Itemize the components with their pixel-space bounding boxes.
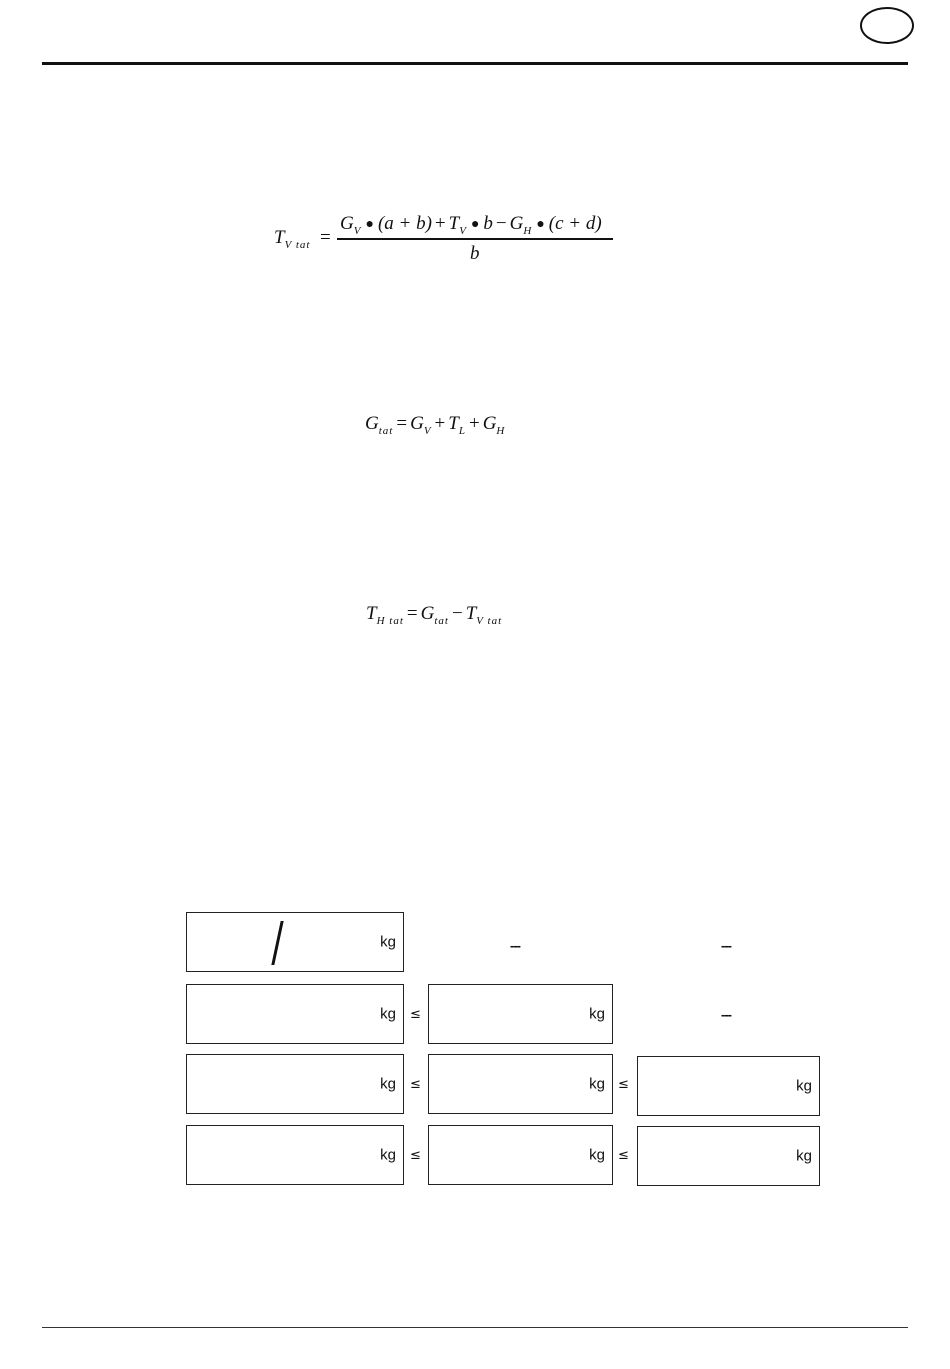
- leq-sign: ≤: [618, 1148, 629, 1163]
- dash-r2-c3: ---: [721, 1007, 731, 1022]
- formula-lhs: $T_{V tat}$: [274, 227, 311, 251]
- value-box-r2-c1: [186, 984, 404, 1044]
- value-box-r4-c1: [186, 1125, 404, 1185]
- leq-sign: ≤: [410, 1007, 421, 1022]
- unit-label: kg: [380, 933, 396, 951]
- fraction-bar: [337, 238, 613, 240]
- unit-label: kg: [589, 1005, 605, 1023]
- formula-denominator: b: [470, 243, 480, 264]
- unit-label: kg: [380, 1075, 396, 1093]
- slash-mark: [271, 921, 283, 965]
- unit-label: kg: [380, 1005, 396, 1023]
- leq-sign: ≤: [410, 1148, 421, 1163]
- unit-label: kg: [380, 1146, 396, 1164]
- formula-total-weight: $G_{tat} = G_V + T_L + G_H$: [365, 413, 506, 437]
- value-box-r4-c2: [428, 1125, 613, 1185]
- value-box-r3-c1: [186, 1054, 404, 1114]
- value-box-r1-c1: [186, 912, 404, 972]
- formula-numerator: $G_V$ ● $(a + b) + T_V$ ● $b - G_H$ ● (c + d): [340, 213, 602, 237]
- footer-rule: [42, 1327, 908, 1328]
- dash-r1-c2: ---: [510, 938, 520, 953]
- unit-label: kg: [589, 1075, 605, 1093]
- formula-rear-axle-load: $T_{H tat} = G_{tat} - T_{V tat}$: [366, 603, 503, 627]
- leq-sign: ≤: [618, 1077, 629, 1092]
- value-box-r3-c2: [428, 1054, 613, 1114]
- value-box-r2-c2: [428, 984, 613, 1044]
- unit-label: kg: [796, 1077, 812, 1095]
- dash-r1-c3: ---: [721, 938, 731, 953]
- unit-label: kg: [589, 1146, 605, 1164]
- leq-sign: ≤: [410, 1077, 421, 1092]
- header-rule: [42, 62, 908, 65]
- value-box-r4-c3: [637, 1126, 820, 1186]
- equals-sign: =: [320, 227, 331, 248]
- language-badge: [860, 7, 914, 44]
- unit-label: kg: [796, 1147, 812, 1165]
- value-box-r3-c3: [637, 1056, 820, 1116]
